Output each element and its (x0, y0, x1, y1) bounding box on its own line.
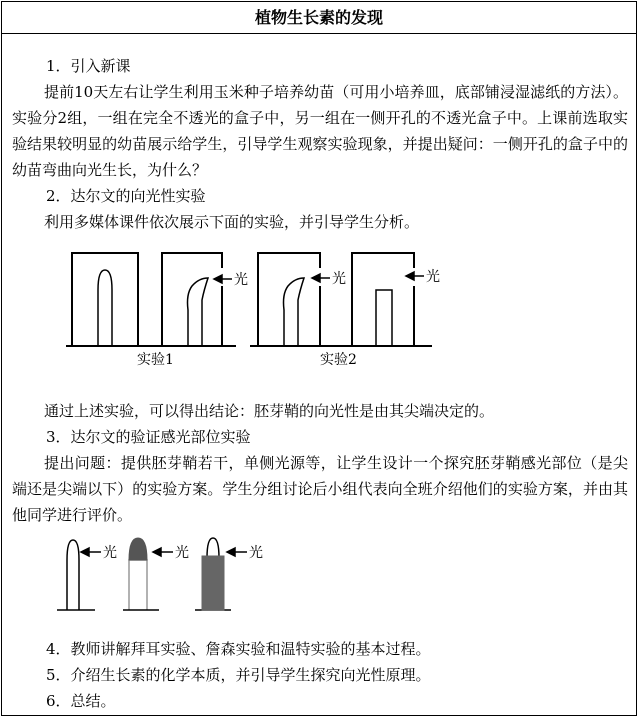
seedling-tip-covered (129, 560, 147, 610)
light-label-2: 光 (332, 271, 346, 287)
light-label-1: 光 (234, 272, 248, 288)
seedling-bent-1 (188, 278, 209, 346)
base-sleeve (202, 556, 224, 610)
box-open-1 (162, 253, 222, 346)
seedling-decapitated (376, 290, 392, 346)
caption-experiment-1: 实验1 (137, 352, 174, 368)
content-middle (12, 398, 628, 528)
light-label-6: 光 (249, 545, 263, 561)
seedling-bent-2 (284, 278, 305, 346)
section-2-body: 利用多媒体课件依次展示下面的实验，并引导学生分析。 (44, 213, 420, 231)
light-label-5: 光 (175, 545, 189, 561)
box-closed-1 (72, 253, 138, 346)
caption-experiment-2: 实验2 (320, 352, 357, 368)
section-4: 4．教师讲解拜耳实验、詹森实验和温特实验的基本过程。 (46, 640, 431, 658)
box-open-2 (258, 253, 320, 346)
content-top (12, 53, 628, 235)
seedling-uncovered (67, 540, 79, 610)
light-label-3: 光 (426, 269, 440, 285)
content-bottom (12, 636, 628, 714)
section-2-heading: 2．达尔文的向光性实验 (46, 187, 206, 205)
section-5: 5．介绍生长素的化学本质，并引导学生探究向光性原理。 (46, 666, 431, 684)
sensing-site-figure (55, 532, 285, 617)
section-1-heading: 1．引入新课 (46, 57, 131, 75)
section-2-conclusion: 通过上述实验，可以得出结论：胚芽鞘的向光性是由其尖端决定的。 (44, 402, 495, 420)
tip-cap (129, 538, 147, 560)
seedling-straight (98, 270, 112, 346)
box-open-3 (352, 253, 414, 346)
phototropism-figure (62, 250, 452, 370)
section-1-body: 提前10天左右让学生利用玉米种子培养幼苗（可用小培养皿，底部铺浸湿滤纸的方法）。实验分2组，一组在完全不透光的盒子中，另一组在一侧开孔的不透光盒子中。上课前选取实验结果较明显的幼苗展示给学生，引导学生观察实验现象，并提出疑问：一侧开孔的盒子中的幼苗弯曲向光生长，为什么？ (12, 83, 628, 179)
light-label-4: 光 (103, 545, 117, 561)
section-3-heading: 3．达尔文的验证感光部位实验 (46, 428, 251, 446)
section-3-body: 提出问题：提供胚芽鞘若干，单侧光源等，让学生设计一个探究胚芽鞘感光部位（是尖端还是尖端以下）的实验方案。学生分组讨论后小组代表向全班介绍他们的实验方案，并由其他同学进行评价。 (12, 454, 628, 524)
page-title: 植物生长素的发现 (1, 1, 637, 34)
section-6: 6．总结。 (46, 692, 116, 710)
